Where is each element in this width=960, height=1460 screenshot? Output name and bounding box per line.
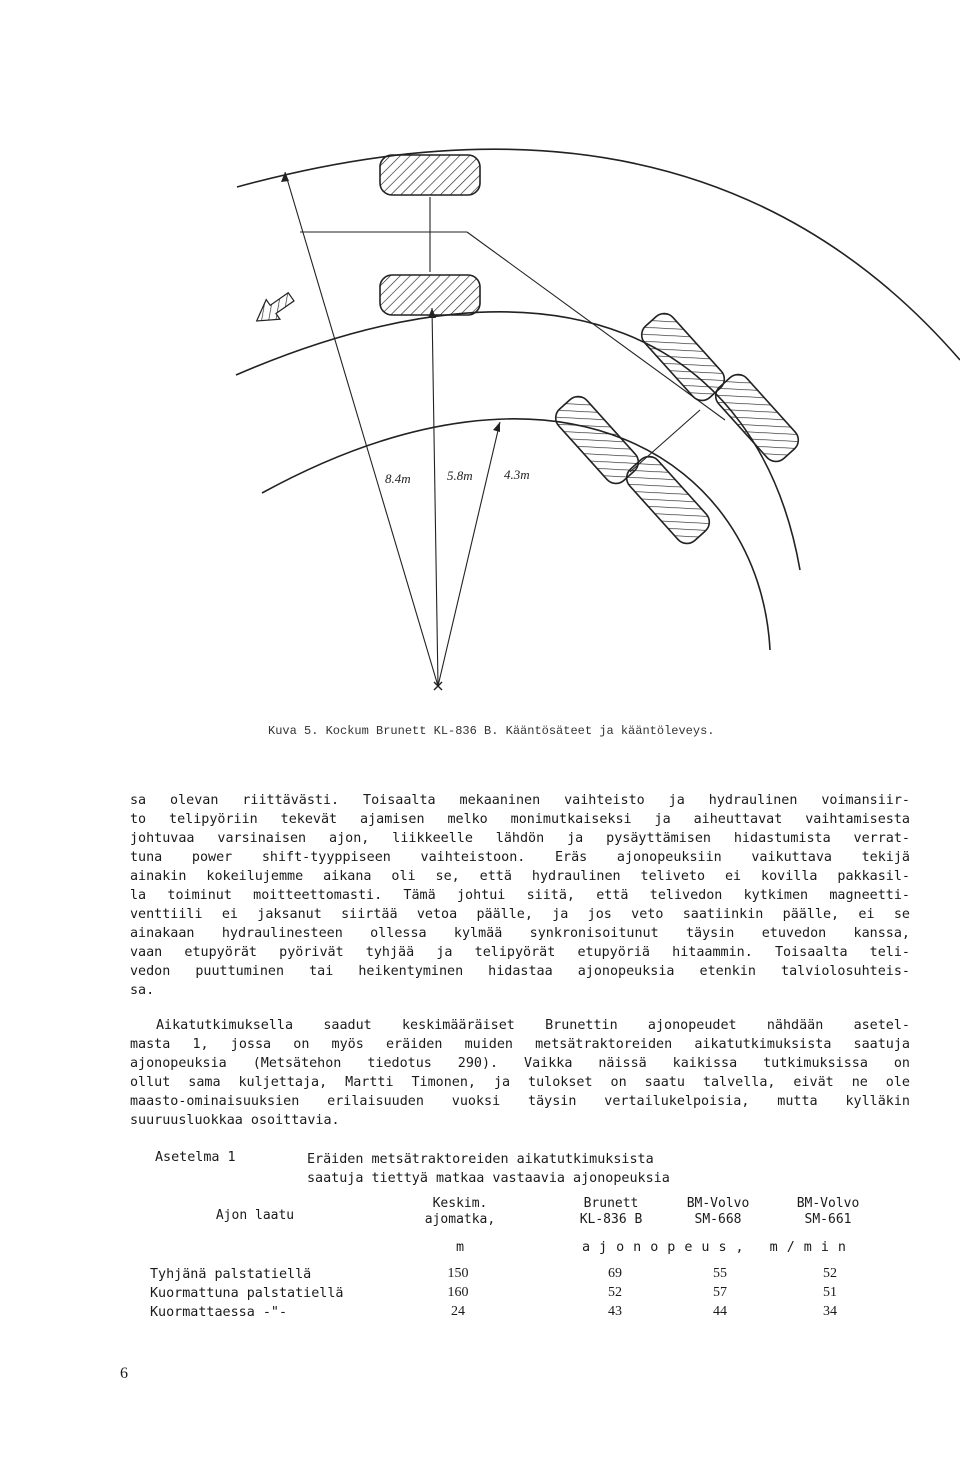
radius-label-outer: 8.4m xyxy=(385,471,411,486)
header-line: SM-668 xyxy=(694,1212,742,1227)
paragraph-2-line: Aikatutkimuksella saadut keskimääräiset Brunettin ajonopeudet nähdään asetel- xyxy=(156,1018,910,1033)
page-number: 6 xyxy=(120,1365,128,1382)
header-bm-volvo-sm661 xyxy=(783,1196,873,1228)
table-label: Asetelma 1 xyxy=(155,1150,236,1165)
paragraph-1-line: vedon puuttuminen tai heikentyminen hidastaa ajonopeuksia etenkin talviolosuhteis- xyxy=(130,964,910,979)
row-distance: 160 xyxy=(447,1285,469,1300)
header-keskim-ajomatka xyxy=(405,1196,515,1228)
row-label: Tyhjänä palstatiellä xyxy=(150,1267,312,1282)
unit-speed: ajonopeus, m/min xyxy=(582,1240,855,1255)
radius-line-middle xyxy=(432,308,438,686)
row-sm668: 55 xyxy=(713,1266,727,1281)
row-sm661: 34 xyxy=(823,1304,837,1319)
row-sm661: 51 xyxy=(823,1285,837,1300)
table-title-line: saatuja tiettyä matkaa vastaavia ajonopeuksia xyxy=(307,1171,670,1186)
front-wheel-bottom xyxy=(380,275,480,315)
table-title-line: Eräiden metsätraktoreiden aikatutkimuksista xyxy=(307,1152,654,1167)
paragraph-1-line: sa olevan riittävästi. Toisaalta mekaaninen vaihteisto ja hydraulinen voimansiir- xyxy=(130,793,910,808)
radius-label-middle: 5.8m xyxy=(447,468,473,483)
header-line: Brunett xyxy=(583,1196,639,1211)
row-sm668: 44 xyxy=(713,1304,727,1319)
row-label: Kuormattuna palstatiellä xyxy=(150,1286,344,1301)
paragraph-1-line: la toiminut moitteettomasti. Tämä johtui siitä, että telivedon kytkimen magneetti- xyxy=(130,888,910,903)
frame-axle-line xyxy=(467,232,725,420)
header-ajon-laatu: Ajon laatu xyxy=(215,1208,295,1223)
unit-distance: m xyxy=(456,1240,465,1255)
paragraph-2-line: ajonopeuksia (Metsätehon tiedotus 290). Vaikka näissä kaikissa tutkimuksissa on xyxy=(130,1056,910,1071)
row-sm668: 57 xyxy=(713,1285,727,1300)
paragraph-1-line: sa. xyxy=(130,983,155,998)
row-distance: 24 xyxy=(451,1304,465,1319)
table-title xyxy=(307,1150,670,1188)
paragraph-2-line: ollut sama kuljettaja, Martti Timonen, ja tulokset on saatu talvella, eivät ne ole xyxy=(130,1075,910,1090)
paragraph-1-line: ainakaan hydraulinesteen ollessa kylmää synkronisoitunut täysin etuvedon kanssa, xyxy=(130,926,910,941)
paragraph-1-line: johtuvaa varsinaisen ajon, liikkeelle lähdön ja pysäyttämisen hidastumista verrat- xyxy=(130,831,910,846)
header-line: BM-Volvo xyxy=(796,1196,860,1211)
radius-label-inner: 4.3m xyxy=(504,467,530,482)
paragraph-1 xyxy=(130,791,910,1000)
header-line: BM-Volvo xyxy=(686,1196,750,1211)
radius-line-outer xyxy=(285,172,438,686)
header-line: SM-661 xyxy=(804,1212,852,1227)
header-line: ajomatka, xyxy=(424,1212,496,1227)
row-distance: 150 xyxy=(447,1266,469,1281)
paragraph-2 xyxy=(130,1016,910,1130)
direction-arrow-icon xyxy=(250,287,298,331)
header-line: KL-836 B xyxy=(579,1212,643,1227)
paragraph-1-line: ainakin kokeilujemme aikana oli se, että hydraulinen teliveto ei kovilla pakkasil- xyxy=(130,869,910,884)
row-brunett: 69 xyxy=(608,1266,622,1281)
paragraph-1-line: to telipyöriin tekevät ajamisen melko monimutkaiseksi ja aiheuttavat vaihtamisesta xyxy=(130,812,910,827)
middle-turning-arc xyxy=(236,312,800,570)
row-sm661: 52 xyxy=(823,1266,837,1281)
row-brunett: 52 xyxy=(608,1285,622,1300)
bogie-wheel-2 xyxy=(711,370,803,467)
bogie-wheel-1 xyxy=(637,309,729,406)
paragraph-2-line: masta 1, jossa on myös eräiden muiden metsätraktoreiden aikatutkimuksista saatuja xyxy=(130,1037,910,1052)
front-wheel-top xyxy=(380,155,480,195)
paragraph-2-line: suuruusluokkaa osoittavia. xyxy=(130,1113,340,1128)
header-bm-volvo-sm668 xyxy=(673,1196,763,1228)
bogie-wheel-4 xyxy=(622,452,714,549)
figure-caption: Kuva 5. Kockum Brunett KL-836 B. Kääntösäteet ja kääntöleveys. xyxy=(268,724,715,738)
header-line: Keskim. xyxy=(432,1196,488,1211)
turning-radius-diagram xyxy=(0,0,960,700)
paragraph-2-line: maasto-ominaisuuksien erilaisuuden vuoksi täysin vertailukelpoisia, mutta kylläkin xyxy=(130,1094,910,1109)
paragraph-1-line: venttiili ei jaksanut siirtää vetoa päälle, ja jos veto saatiinkin päälle, ei se xyxy=(130,907,910,922)
radius-line-inner xyxy=(438,422,500,686)
header-brunett xyxy=(566,1196,656,1228)
paragraph-1-line: tuna power shift-tyyppiseen vaihteistoon. Eräs ajonopeuksiin vaikuttava tekijä xyxy=(130,850,910,865)
row-brunett: 43 xyxy=(608,1304,622,1319)
paragraph-1-line: vaan etupyörät pyörivät tyhjää ja telipyörät etupyöriä hitaammin. Toisaalta teli- xyxy=(130,945,910,960)
row-label: Kuormattaessa -"- xyxy=(150,1305,288,1320)
